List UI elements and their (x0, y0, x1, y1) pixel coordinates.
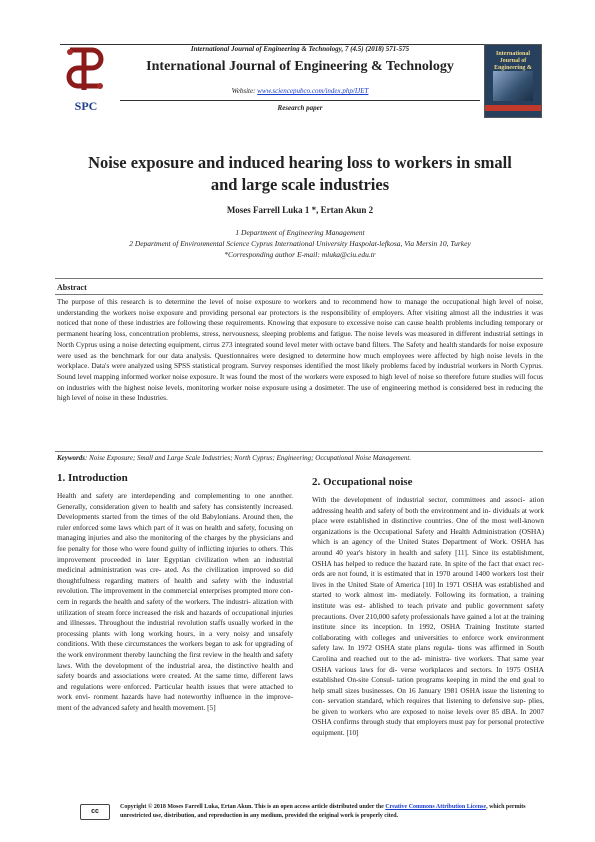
section-2-text: With the development of industrial sector, committees and associ- ation addressing health and safety of both the environment and in- dividuals at work place were established in distinctive countries. One of the most well-known organizations is the Occupational Safety and Health Administration (OSHA) which is an agency of the United States Department of Work. OSHA has around 40 year's history in health and safety [11]. Since its establishment, OSHA has helped to reduce the hazard rate. In spite of the fact that exact rec- ords are not found, it is estimated that in 1970 around 1400 workers lost their lives in the United State of America [10] In 1971 OSHA was established and started to work almost im- mediately. Following its formation, a training institute was est- ablished to teach private and public government safety precautions. Over 210,000 safety professionals have gained a lot at the training institute since its inception. In 1992, OSHA Training Institute started collaborating with colleges and universities to enforce work environment safety law. In 1972 OSHA state plans regula- tions was affirmed in South Carolina and reached out to the ad- ministra- tive workers. That same year OSHA various laws for di- verse workplaces and sectors. In 1975 OSHA established On-site Consul- tation programs keeping in mind the end goal to help small sizes businesses. On 16 January 1981 OSHA issue the listening to con- servation standard, which requires that listening to defensive sup- plies, be given to workers who are exposed to noise levels over 85 dBA. In 2007 OSHA confirms through study that employers must pay for personal protective equipment. [10] (312, 495, 544, 738)
abstract-text: The purpose of this research is to determine the level of noise exposure to workers and to recommend how to manage the occupational high level of noise, understanding the workers noise exposure and providing personal ear protectors is the responsibility of employers. After visiting almost all the industries it was noticed that none of these industries are following these requirements. Knowing that exposure to excessive noise can cause health problems including temporary or permanent hearing loss, concentration problems, stress, nervousness, sleeping problems and fatigue. The noise levels was measured in different industrial settings in North Cyprus using a noise detecting equipment, cirrus 273 integrated sound level meter with octave band filters. The Safety and health standards for noise exposure were used as the benchmark for our data analysis. Questionnaires were designed to determine how much employees were affected by high noise levels in the workplace. Data's were analyzed using SPSS statistical program. Survey responses identified the most likely problems faced by industrial workers in North Cyprus. Sound level mapping informed worker noise exposure. It was found the most of the workers were exposed to high level of noise so therefore future studies will focus on industries with the highest noise levels, monitoring worker noise exposure using a dosimeter. The use of engineering method is considered best in reducing the high level of noise in these Industries. (57, 297, 543, 403)
abstract-heading: Abstract (57, 283, 87, 292)
keywords-text: : Noise Exposure; Small and Large Scale Industries; North Cyprus; Engineering; Occupational Noise Management. (85, 454, 412, 462)
abstract-bottom-rule (55, 451, 543, 452)
copyright-text-a: Copyright © 2018 Moses Farrell Luka, Ertan Akun. This is an open access article distributed under the (120, 804, 386, 810)
section-2-heading: 2. Occupational noise (312, 476, 413, 488)
affiliation-2: 2 Department of Environmental Science Cyprus International University Haspolat-lefkosa, Via Mersin 10, Turkey (129, 239, 471, 248)
keywords (57, 454, 543, 462)
corresponding-author: *Corresponding author E-mail: mluka@ciu.edu.tr (224, 250, 376, 259)
copyright-text-b: , which permits unrestricted use, distribution, and reproduction in any medium, provided the original work is properly cited. (120, 804, 526, 819)
journal-cover-image (484, 44, 542, 118)
license-link[interactable]: Creative Commons Attribution License (385, 804, 487, 810)
website-label: Website: (231, 87, 258, 95)
affiliation-1: 1 Department of Engineering Management (235, 228, 365, 237)
authors: Moses Farrell Luka 1 *, Ertan Akun 2 (226, 205, 374, 215)
cover-title: International Journal of Engineering & (494, 51, 532, 71)
cover-band (485, 105, 541, 111)
copyright-notice (120, 803, 540, 820)
cover-illustration (493, 71, 533, 101)
journal-website (120, 87, 480, 95)
header-mid-rule (120, 100, 480, 101)
journal-title: International Journal of Engineering & Technology (146, 59, 454, 74)
section-1-heading: 1. Introduction (57, 472, 128, 484)
logo-text: SPC (74, 99, 98, 113)
abstract-mid-rule (55, 294, 543, 295)
paper-title (60, 152, 540, 196)
title-line-1: Noise exposure and induced hearing loss to workers in small (88, 153, 512, 172)
website-link[interactable]: www.sciencepubco.com/index.php/IJET (257, 87, 369, 95)
spc-logo (60, 44, 112, 116)
journal-citation: International Journal of Engineering & Technology, 7 (4.5) (2018) 571-575 (190, 45, 410, 53)
keywords-label: Keywords (57, 454, 85, 462)
title-line-2: and large scale industries (210, 175, 390, 194)
abstract-top-rule (55, 278, 543, 279)
paper-type: Research paper (277, 104, 323, 112)
section-1-text: Health and safety are interdepending and complementing to one another. Generally, consideration given to health and safety has consistently increased. Developments started from the times of the old Babylonians. Around then, the ruler enforced some laws which part of it was on health and safety, focusing on managing injuries and also the monitoring of the charges by the physicians and fee penalty for those who were found guilty of inflicting injuries to others. This improvement proceeded in later Egyptian civilization when an industrial medicinal administration was cre- ated. As the civilization improved so did thoughtfulness regarding matters of health and safety with the industrial revolution. The improvement in the commercial enterprises prompted more con- cern in regards the health and safety of the workers. The industri- alization with utilization of steam force increased the risk and hazards of occupational injuries and illnesses. Throughout the industrial revolution staffs usually worked in the processing plants with long working hours, in a very noisy and unsafely conditions. With these circumstances the workers began to ask for upgrading of the work environment thereby launching the first review in the health and safety laws. With the development of the industrial area, the distinctive health and safety boards and associations were created. At the same time, different laws and regulations were enforced. Particular health issues that were attached to work envi- ronment hazards have had noteworthy influence in the improve- ment of the advanced safety and health movement. [5] (57, 491, 293, 712)
creative-commons-icon: cc (80, 804, 110, 820)
